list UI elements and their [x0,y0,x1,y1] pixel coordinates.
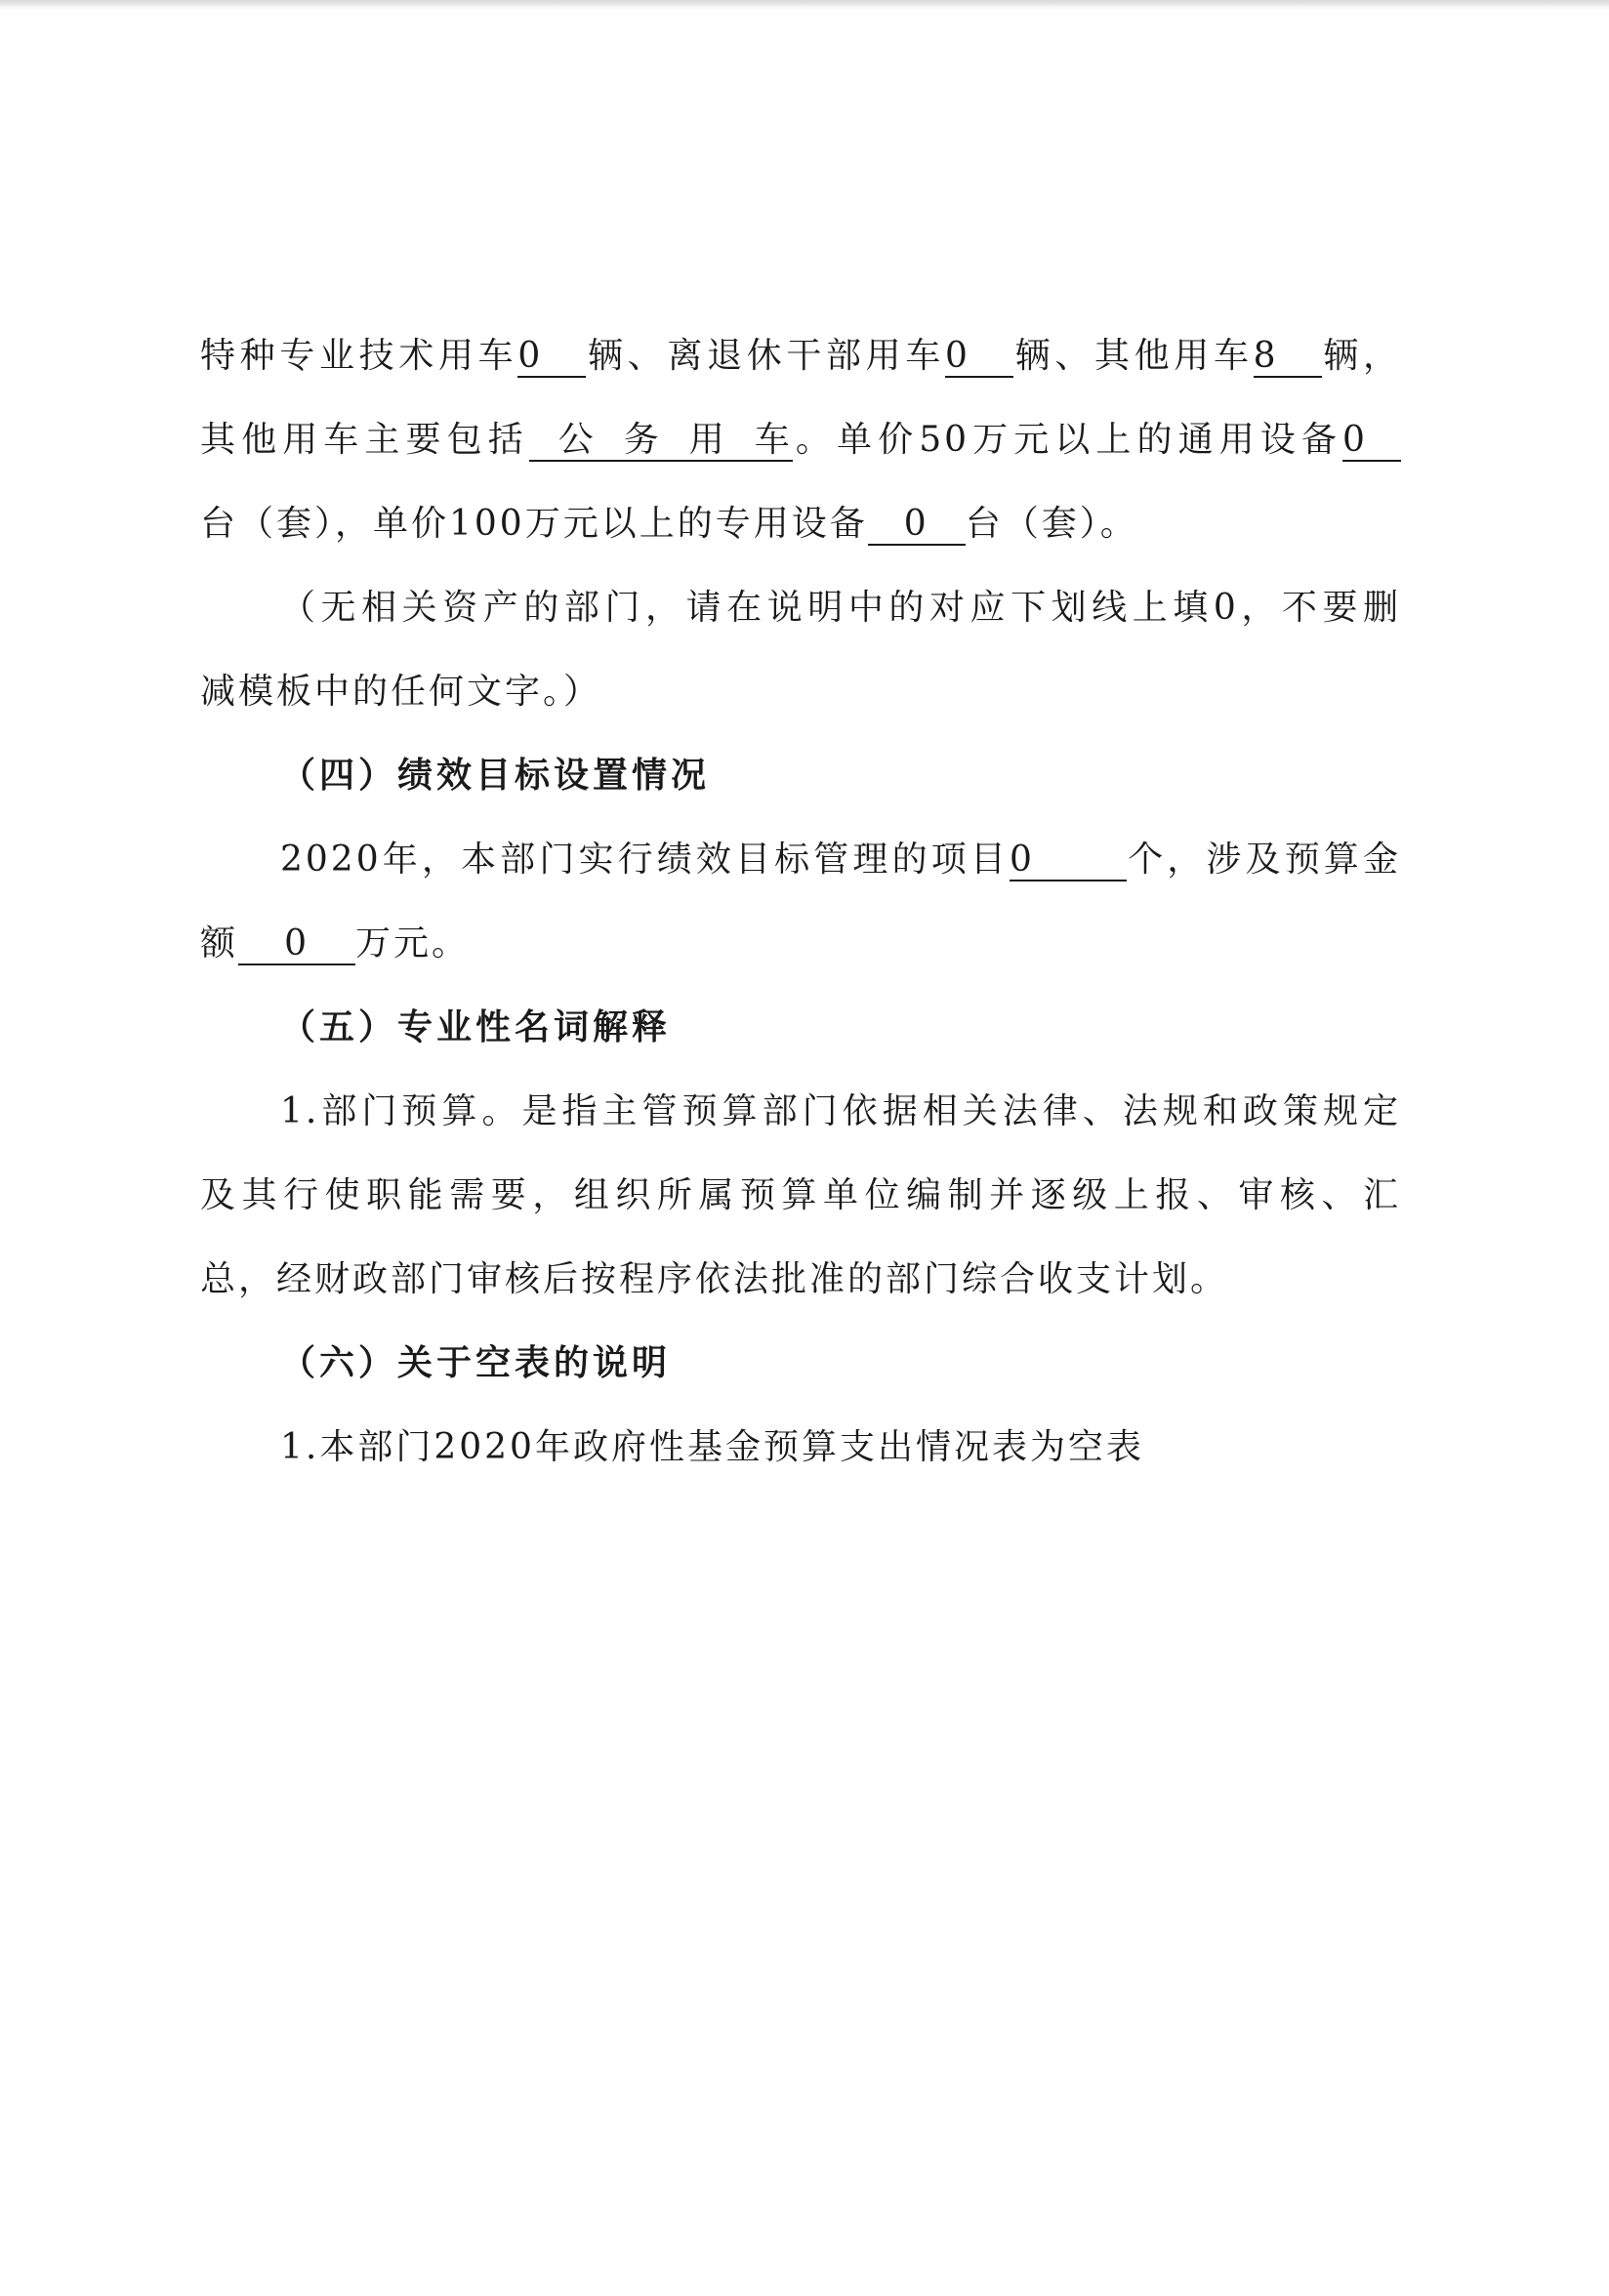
retired-vehicle-label: 辆、离退休干部用车 [586,336,945,376]
performance-target-line [200,818,1401,902]
empty-table-note: 1.本部门2020年政府性基金预算支出情况表为空表 [280,1427,1144,1467]
other-vehicle-label: 辆、其他用车 [1012,336,1254,376]
note-line-1: （无相关资产的部门，请在说明中的对应下划线上填0，不要删 [280,588,1401,628]
performance-text-before: 2020年，本部门实行绩效目标管理的项目 [280,840,1010,880]
note-line-2: 减模板中的任何文字。） [200,672,602,712]
definition-line-1: 1.部门预算。是指主管预算部门依据相关法律、法规和政策规定 [280,1091,1401,1131]
special-equipment-line [200,482,1401,566]
special-vehicle-label: 特种专业技术用车 [200,336,518,376]
other-vehicle-main-value: 公务用车 [529,421,793,462]
special-equipment-label: 台（套），单价100万元以上的专用设备 [200,504,868,544]
definition-line-3: 总，经财政部门审核后按程序依法批准的部门综合收支计划。 [200,1259,1229,1299]
section-5-heading: （五）专业性名词解释 [280,1007,672,1047]
performance-amount-line [200,902,1401,986]
document-page [200,314,1401,1490]
general-equipment-count: 0 [1342,421,1401,462]
section-4-heading: （四）绩效目标设置情况 [280,756,711,796]
special-vehicle-count: 0 [517,337,586,378]
retired-vehicle-count: 0 [945,337,1013,378]
vehicle-line-end: 辆， [1321,336,1401,376]
performance-amount: 0 [238,924,355,965]
special-equipment-count: 0 [868,505,966,546]
performance-amount-label: 额 [200,923,239,964]
definition-line-2: 及其行使职能需要，组织所属预算单位编制并逐级上报、审核、汇 [200,1175,1401,1215]
other-vehicle-main-label: 其他用车主要包括 [200,420,529,460]
other-vehicle-count: 8 [1254,337,1322,378]
performance-amount-unit: 万元。 [355,923,471,964]
special-equipment-line-end: 台（套）。 [965,504,1138,544]
general-equipment-label: 。单价50万元以上的通用设备 [792,420,1342,460]
performance-text-middle: 个，涉及预算金 [1127,840,1401,880]
performance-project-count: 0 [1010,840,1127,882]
scan-top-edge [0,0,1609,10]
section-6-heading: （六）关于空表的说明 [280,1343,672,1383]
other-vehicle-line [200,398,1401,482]
vehicle-count-line [200,314,1401,398]
